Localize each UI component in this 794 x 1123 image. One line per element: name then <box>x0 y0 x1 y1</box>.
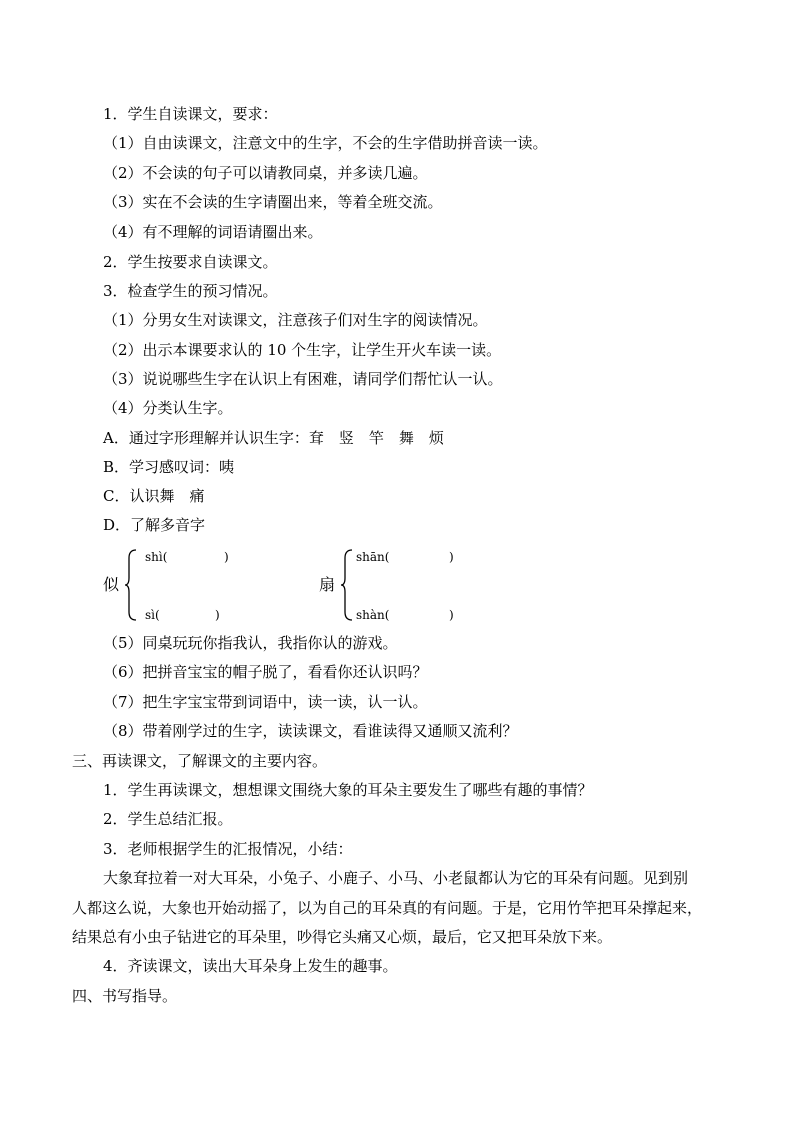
step-3-4: （4）分类认生字。 <box>103 399 233 417</box>
brace-icon <box>340 548 354 622</box>
polyphone-char-shan: 扇 <box>319 575 336 594</box>
section-3-item-3: 3．老师根据学生的汇报情况，小结： <box>103 840 353 858</box>
summary-line-2: 人都这么说，大象也开始动摇了，以为自己的耳朵真的有问题。于是，它用竹竿把耳朵撑起来， <box>72 899 703 917</box>
step-3-2: （2）出示本课要求认的 10 个生字，让学生开火车读一读。 <box>103 341 502 359</box>
section-3-item-1: 1．学生再读课文，想想课文围绕大象的耳朵主要发生了哪些有趣的事情？ <box>103 781 593 799</box>
item-a: A．通过字形理解并认识生字：耷 竖 竿 舞 烦 <box>103 429 444 447</box>
step-1: 1．学生自读课文，要求： <box>103 105 278 123</box>
brace-icon <box>124 548 138 622</box>
pinyin-shi-close: ) <box>224 550 229 564</box>
pinyin-si: sì( <box>145 608 160 622</box>
pinyin-shan4-close: ) <box>449 608 454 622</box>
item-c: C．认识舞 痛 <box>103 487 205 505</box>
step-1-2: （2）不会读的句子可以请教同桌，并多读几遍。 <box>103 164 428 182</box>
section-3-item-4: 4．齐读课文，读出大耳朵身上发生的趣事。 <box>103 957 398 975</box>
step-3-6: （6）把拼音宝宝的帽子脱了，看看你还认识吗？ <box>103 663 428 681</box>
summary-line-1: 大象耷拉着一对大耳朵，小兔子、小鹿子、小马、小老鼠都认为它的耳朵有问题。见到别 <box>103 869 689 887</box>
polyphone-char-si: 似 <box>103 575 120 594</box>
step-3-7: （7）把生字宝宝带到词语中，读一读，认一认。 <box>103 693 428 711</box>
step-3-1: （1）分男女生对读课文，注意孩子们对生字的阅读情况。 <box>103 311 488 329</box>
section-3-item-2: 2．学生总结汇报。 <box>103 810 233 828</box>
step-3-8: （8）带着刚学过的生字，读读课文，看谁读得又通顺又流利？ <box>103 722 518 740</box>
step-2: 2．学生按要求自读课文。 <box>103 253 278 271</box>
pinyin-shan4: shàn( <box>356 608 390 622</box>
summary-line-3: 结果总有小虫子钻进它的耳朵里，吵得它头痛又心烦，最后，它又把耳朵放下来。 <box>72 928 613 946</box>
pinyin-shi: shì( <box>145 550 168 564</box>
pinyin-si-close: ) <box>215 608 220 622</box>
step-1-3: （3）实在不会读的生字请圈出来，等着全班交流。 <box>103 193 443 211</box>
pinyin-shan: shān( <box>356 550 390 564</box>
item-b: B．学习感叹词：咦 <box>103 458 235 476</box>
step-1-1: （1）自由读课文，注意文中的生字，不会的生字借助拼音读一读。 <box>103 134 548 152</box>
pinyin-shan-close: ) <box>449 550 454 564</box>
step-1-4: （4）有不理解的词语请圈出来。 <box>103 223 323 241</box>
section-3-title: 三、再读课文，了解课文的主要内容。 <box>72 752 328 770</box>
step-3-3: （3）说说哪些生字在认识上有困难，请同学们帮忙认一认。 <box>103 370 503 388</box>
section-4-title: 四、书写指导。 <box>72 987 178 1005</box>
step-3: 3．检查学生的预习情况。 <box>103 282 278 300</box>
item-d: D．了解多音字 <box>103 516 206 534</box>
step-3-5: （5）同桌玩玩你指我认，我指你认的游戏。 <box>103 634 398 652</box>
